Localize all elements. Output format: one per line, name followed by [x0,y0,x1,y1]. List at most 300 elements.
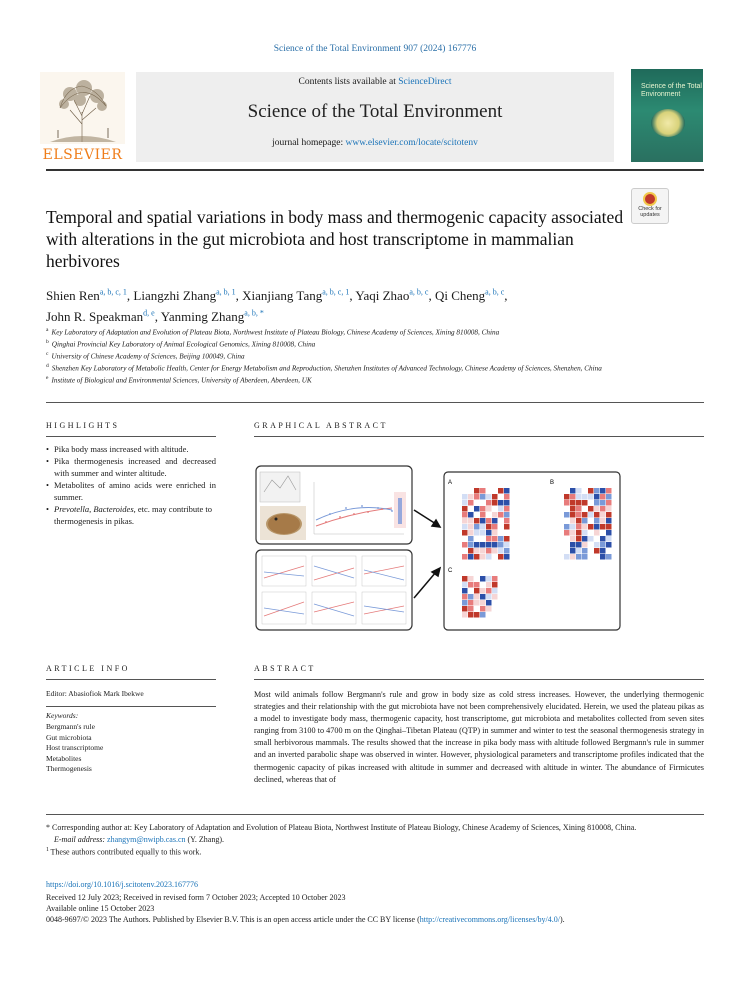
heatmap-cell [492,494,498,500]
highlights-list [46,443,216,527]
heatmap-cell [474,494,480,500]
affiliation-letter: d [46,362,49,369]
heatmap-cell [462,612,468,618]
heatmap-cell [600,494,606,500]
email-link[interactable]: zhangym@nwipb.cas.cn [107,834,186,844]
license-line [46,914,726,925]
heatmap-cell [462,594,468,600]
journal-reference[interactable]: Science of the Total Environment 907 (2024) 167776 [273,44,477,54]
author-name: Shien Ren [46,288,100,304]
journal-homepage-link[interactable]: www.elsevier.com/locate/scitotenv [345,138,478,148]
footnotes [46,822,704,858]
heatmap-cell [462,542,468,548]
heatmap-cell [468,536,474,542]
affiliation [46,362,706,374]
affiliation [46,350,706,362]
heatmap-cell [480,588,486,594]
keyword: Host transcriptome [46,743,104,752]
heatmap-cell [474,554,480,560]
heatmap-cell [474,600,480,606]
heatmap-cell [594,542,600,548]
heatmap-cell [486,548,492,554]
heatmap-cell [600,530,606,536]
email-footnote [46,834,704,846]
contents-prefix: Contents lists available at [298,77,399,87]
heatmap-cell [498,530,504,536]
received-dates: Received 12 July 2023; Received in revised form 7 October 2023; Accepted 10 October 2023 [46,893,346,902]
license-suffix: ). [560,915,565,925]
heatmap-cell [492,512,498,518]
heatmap-cell [606,488,612,494]
ga-panel-label: A [448,480,453,486]
heatmap-cell [486,530,492,536]
highlight-rest: , etc. may contribute to thermogenesis in pikas. [54,504,213,526]
abstract-heading: ABSTRACT [254,664,316,673]
heatmap-cell [468,494,474,500]
ga-panel-label: B [550,480,555,486]
heatmap-cell [600,506,606,512]
heatmap-cell [576,530,582,536]
heatmap-cell [462,548,468,554]
heatmap-cell [582,494,588,500]
cover-art [651,109,685,137]
heatmap-cell [588,530,594,536]
heatmap-cell [582,500,588,506]
heatmap-cell [606,506,612,512]
license-link[interactable]: http://creativecommons.org/licenses/by/4.0/ [419,915,561,925]
heatmap-cell [498,536,504,542]
heatmap-cell [582,524,588,530]
heatmap-cell [570,488,576,494]
heatmap-cell [582,542,588,548]
heatmap-cell [606,536,612,542]
author-separator: , [428,288,435,304]
heatmap-cell [498,554,504,560]
contents-line [136,77,614,87]
heatmap-cell [492,588,498,594]
heatmap-cell [492,594,498,600]
author-name: Xianjiang Tang [242,288,323,304]
heatmap-cell [462,554,468,560]
heatmap-cell [564,554,570,560]
heatmap-cell [600,518,606,524]
heatmap-cell [576,500,582,506]
heatmap-cell [474,536,480,542]
heatmap-cell [480,606,486,612]
heatmap-cell [564,506,570,512]
heatmap-cell [570,494,576,500]
affiliation-letter: c [46,350,49,357]
graphical-abstract-rule [254,436,704,437]
heatmap-cell [480,518,486,524]
heatmap-cell [594,518,600,524]
author-affil-marks[interactable]: a, b, c, 1 [99,288,127,297]
heatmap-cell [570,548,576,554]
heatmap-cell [504,524,510,530]
sciencedirect-link[interactable]: ScienceDirect [398,77,452,87]
article-info-heading: ARTICLE INFO [46,664,130,673]
journal-cover-image[interactable] [631,69,703,162]
heatmap-cell [582,548,588,554]
heatmap-cell [564,488,570,494]
heatmap-cell [474,488,480,494]
heatmap-cell [588,554,594,560]
heatmap-cell [498,506,504,512]
heatmap-cell [480,554,486,560]
affiliation-letter: e [46,374,49,381]
heatmap-cell [606,494,612,500]
header-divider [46,169,704,171]
ga-panel-label: C [448,568,453,574]
doi-link[interactable]: https://doi.org/10.1016/j.scitotenv.2023.167776 [46,880,198,889]
heatmap-cell [498,524,504,530]
heatmap-cell [486,594,492,600]
heatmap-cell [480,542,486,548]
heatmap-cell [504,512,510,518]
heatmap-cell [576,494,582,500]
heatmap-cell [474,606,480,612]
heatmap-cell [582,512,588,518]
heatmap-cell [486,512,492,518]
heatmap-cell [576,506,582,512]
heatmap-cell [564,524,570,530]
heatmap-cell [492,536,498,542]
author-separator: , [235,288,243,304]
author[interactable] [242,288,355,303]
heatmap-cell [474,542,480,548]
heatmap-cell [480,612,486,618]
heatmap-cell [486,542,492,548]
heatmap-cell [498,494,504,500]
heatmap-cell [474,512,480,518]
heatmap-cell [600,548,606,554]
heatmap-cell [582,530,588,536]
author-name: Yanming Zhang [160,308,245,324]
check-updates-label: Check for updates [638,206,662,218]
heatmap-cell [468,518,474,524]
author-affil-marks[interactable]: a, b, c [485,288,505,297]
heatmap-cell [504,530,510,536]
heatmap-cell [606,500,612,506]
author[interactable] [46,309,161,324]
heatmap-cell [606,542,612,548]
heatmap-cell [474,506,480,512]
heatmap-cell [582,518,588,524]
heatmap-cell [462,518,468,524]
heatmap-cell [468,512,474,518]
heatmap-cell [486,488,492,494]
author-affil-marks[interactable]: a, b, c, 1 [322,288,350,297]
heatmap-cell [600,542,606,548]
heatmap-cell [576,488,582,494]
heatmap-cell [606,548,612,554]
heatmap-cell [474,612,480,618]
highlight-item: • Prevotella, Bacteroides, etc. may contribute to thermogenesis in pikas. [46,503,216,527]
heatmap-cell [474,518,480,524]
heatmap-cell [600,536,606,542]
corresponding-footnote: * Corresponding author at: Key Laboratory of Adaptation and Evolution of Plateau Biota, Northwest Institute of Plateau Biology, Chinese Academy of Sciences, Xining 810008, China. [46,823,637,832]
heatmap-cell [468,594,474,600]
heatmap-cell [588,548,594,554]
affiliation-text: Institute of Biological and Environmental Sciences, University of Aberdeen, Aberdeen, UK [51,375,312,384]
heatmap-cell [468,488,474,494]
author-name: Liangzhi Zhang [133,288,217,304]
heatmap-cell [570,524,576,530]
heatmap-cell [576,524,582,530]
heatmap-cell [492,524,498,530]
heatmap-cell [462,494,468,500]
heatmap-cell [588,494,594,500]
heatmap-cell [462,576,468,582]
heatmap-cell [468,588,474,594]
heatmap-cell [474,576,480,582]
heatmap-cell [462,512,468,518]
heatmap-cell [468,506,474,512]
heatmap-cell [462,530,468,536]
heatmap-cell [504,518,510,524]
heatmap-cell [594,500,600,506]
keyword: Gut microbiota [46,732,92,742]
heatmap-cell [606,512,612,518]
affiliation-text: Qinghai Provincial Key Laboratory of Animal Ecological Genomics, Xining 810008, China [51,340,316,349]
heatmap-cell [492,606,498,612]
heatmap-cell [504,554,510,560]
abstract-rule [254,679,704,680]
online-date: Available online 15 October 2023 [46,904,155,914]
heatmap-cell [462,536,468,542]
heatmap-cell [492,612,498,618]
heatmap-cell [504,500,510,506]
author-affil-marks[interactable]: a, b, c [409,288,429,297]
heatmap-cell [504,494,510,500]
check-for-updates-badge[interactable] [631,188,669,224]
section-divider [46,402,704,403]
equal-contribution-footnote: $^1$ These authors contributed equally to this work. [46,847,202,857]
heatmap-cell [468,554,474,560]
heatmap-cell [480,506,486,512]
highlights-rule [46,436,216,437]
editor-line: Editor: Abasiofiok Mark Ibekwe [46,689,144,698]
homepage-line [136,138,614,148]
heatmap-cell [570,518,576,524]
graphical-abstract-figure[interactable] [254,462,624,632]
heatmap-cell [600,554,606,560]
heatmap-cell [492,488,498,494]
heatmap-cell [486,606,492,612]
heatmap-cell [492,582,498,588]
heatmap-cell [462,606,468,612]
heatmap-cell [600,524,606,530]
heatmap-cell [606,518,612,524]
heatmap-cell [492,554,498,560]
heatmap-cell [468,606,474,612]
heatmap-cell [588,542,594,548]
heatmap-cell [582,488,588,494]
journal-name: Science of the Total Environment [247,101,503,122]
heatmap-cell [486,600,492,606]
heatmap-cell [480,600,486,606]
heatmap-cell [600,512,606,518]
affiliation [46,338,706,350]
heatmap-cell [588,536,594,542]
footnote-rule [46,814,704,815]
heatmap-cell [468,576,474,582]
heatmap-cell [492,600,498,606]
heatmap-cell [486,494,492,500]
heatmap-cell [486,554,492,560]
heatmap-cell [498,488,504,494]
heatmap-cell [564,518,570,524]
highlights-heading: HIGHLIGHTS [46,421,120,430]
heatmap-cell [576,512,582,518]
author-separator: , [154,308,161,324]
affiliation-text: University of Chinese Academy of Sciences, Beijing 100049, China [51,352,245,361]
heatmap-cell [504,548,510,554]
heatmap-cell [474,588,480,594]
heatmap-cell [462,588,468,594]
heatmap-cell [588,518,594,524]
heatmap-cell [468,600,474,606]
check-updates-icon [643,192,657,206]
heatmap-cell [462,506,468,512]
heatmap-cell [564,512,570,518]
heatmap-cell [468,612,474,618]
author[interactable] [46,288,133,303]
heatmap-cell [462,600,468,606]
heatmap-cell [570,536,576,542]
homepage-prefix: journal homepage: [272,138,346,148]
heatmap-cell [486,500,492,506]
heatmap-cell [474,594,480,600]
heatmap-cell [594,494,600,500]
author-name: Yaqi Zhao [355,288,410,304]
author-name: John R. Speakman [46,308,144,324]
author-affil-marks[interactable]: d, e [143,308,155,318]
author-affil-marks[interactable]: a, b, 1 [216,288,236,297]
heatmap-cell [594,530,600,536]
heatmap-cell [570,512,576,518]
heatmap-cell [468,524,474,530]
heatmap-cell [486,536,492,542]
heatmap-cell [582,506,588,512]
heatmap-cell [576,554,582,560]
affiliation [46,326,706,338]
author[interactable] [435,288,508,303]
heatmap-cell [480,576,486,582]
heatmap-cell [462,500,468,506]
heatmap-cell [498,518,504,524]
heatmap-cell [486,506,492,512]
heatmap-cell [492,506,498,512]
highlight-taxon: Prevotella [54,504,90,514]
heatmap-cell [468,582,474,588]
heatmap-cell [504,542,510,548]
heatmap-cell [564,536,570,542]
heatmap-cell [480,582,486,588]
heatmap-cell [504,506,510,512]
heatmap-cell [480,488,486,494]
author[interactable] [133,288,242,303]
author-list [46,284,696,325]
heatmap-cell [480,524,486,530]
editor-rule [46,706,216,707]
heatmap-cell [606,554,612,560]
corresponding-text: Corresponding author at: Key Laboratory of Adaptation and Evolution of Plateau Biota, Northwest Institute of Plateau Biology, Chinese Academy of Sciences, Xining 810008, China. [52,823,637,832]
heatmap-cell [594,548,600,554]
heatmap-cell [486,588,492,594]
affiliation-text: Key Laboratory of Adaptation and Evolution of Plateau Biota, Northwest Institute of Plateau Biology, Chinese Academy of Sciences, Xining 810008, China [51,328,500,337]
author[interactable] [161,309,264,324]
heatmap-cell [486,582,492,588]
author-affil-marks[interactable]: a, b, * [244,308,264,318]
heatmap-cell [576,518,582,524]
heatmap-cell [576,542,582,548]
heatmap-cell [606,524,612,530]
heatmap-cell [492,548,498,554]
heatmap-cell [570,506,576,512]
heatmap-cell [486,518,492,524]
heatmap-cell [594,488,600,494]
article-info-rule [46,679,216,680]
cover-title: Science of the Total Environment [641,83,702,98]
publication-dates [46,892,726,926]
graphical-abstract-heading: GRAPHICAL ABSTRACT [254,421,388,430]
heatmap-cell [582,536,588,542]
heatmap-cell [492,542,498,548]
journal-masthead [136,72,614,162]
heatmap-cell [480,500,486,506]
heatmap-cell [474,500,480,506]
heatmap-cell [480,512,486,518]
heatmap-cell [486,576,492,582]
heatmap-cell [498,548,504,554]
email-suffix: (Y. Zhang). [185,834,225,844]
heatmap-cell [582,554,588,560]
heatmap-cell [588,506,594,512]
highlight-taxon: Bacteroides [93,504,134,514]
heatmap-cell [498,500,504,506]
heatmap-cell [468,530,474,536]
heatmap-cell [498,542,504,548]
keywords-list [46,722,103,775]
author[interactable] [355,288,435,303]
heatmap-cell [588,500,594,506]
heatmap-cell [492,576,498,582]
highlight-item: • Metabolites of amino acids were enriched in summer. [46,479,216,503]
affiliation-letter: b [46,338,49,345]
heatmap-cell [468,500,474,506]
heatmap-cell [570,530,576,536]
heatmap-cell [594,524,600,530]
affiliation-letter: a [46,327,49,333]
heatmap-cell [492,500,498,506]
keyword: Bergmann's rule [46,722,95,731]
heatmap-cell [462,488,468,494]
heatmap-cell [480,548,486,554]
heatmap-cell [594,536,600,542]
heatmap-cell [474,582,480,588]
heatmap-cell [480,594,486,600]
heatmap-cell [480,494,486,500]
abstract-text: Most wild animals follow Bergmann's rule and grow in body size as cold stress increases. However, the underlying thermogenic strategies and their relationship with the gut microbiota have not been comprehensively elucidated. Herein, we used the plateau pikas as a model to investigate body mass, thermogenic capacity, host transcriptome, gut microbiota and metabolites collected from seven sites ranging from 3100 to 4700 m on the Qinghai–Tibetan Plateau (QTP) in summer and winter to test the seasonal thermogenesis strategy in small herbivorous mammals. The results showed that the increase in pika body mass with altitude followed Bergmann's rule in summer and an inverted parabolic shape was observed in winter. However, physiological parameters and transcriptome profiles indicated that the thermogenic capacity of pikas increased with altitude in summer and decreased with altitude in winter. The abundance of Firmicutes declined, whereas that of [254,690,704,784]
keyword: Thermogenesis [46,764,92,773]
heatmap-cell [606,530,612,536]
heatmap-cell [564,542,570,548]
keywords-label: Keywords: [46,711,79,720]
heatmap-cell [564,494,570,500]
heatmap-cell [594,512,600,518]
license-prefix: 0048-9697/© 2023 The Authors. Published by Elsevier B.V. This is an open access article under the CC BY license ( [46,915,420,925]
